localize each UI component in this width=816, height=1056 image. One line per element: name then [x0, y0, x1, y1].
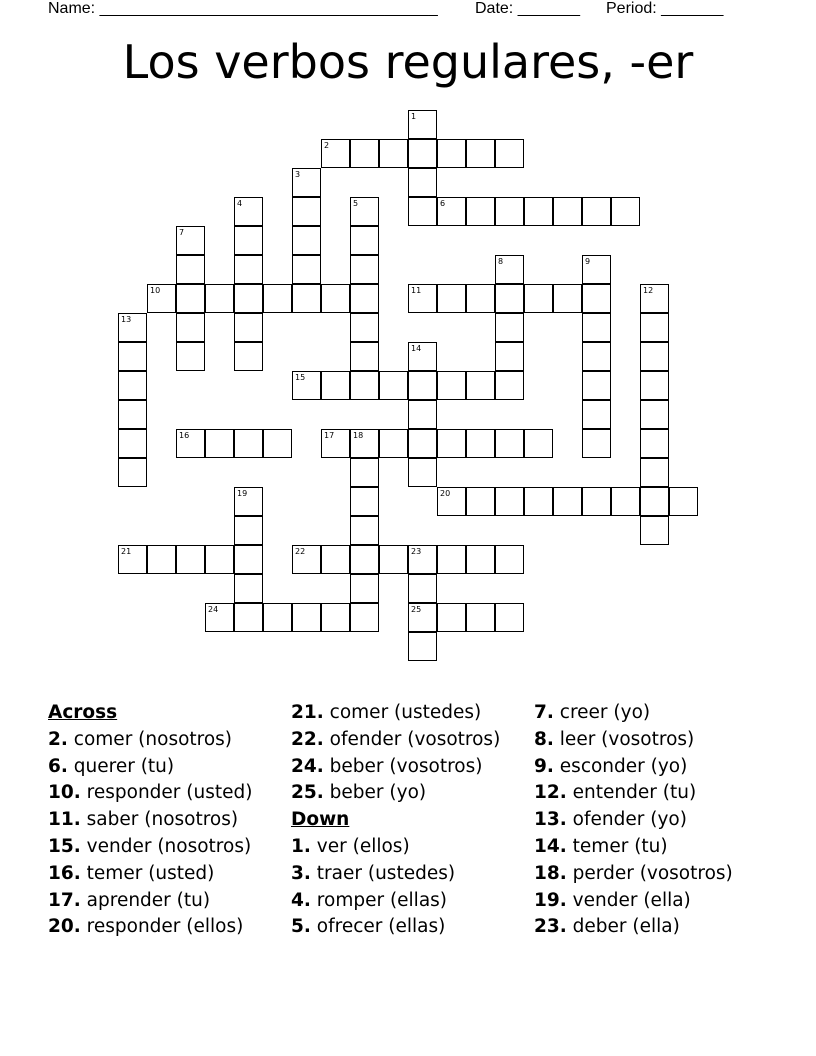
clue-number-label: 9.: [534, 755, 554, 777]
grid-cell[interactable]: [263, 284, 292, 313]
clue-number-label: 25.: [291, 782, 324, 804]
grid-cell[interactable]: [321, 429, 350, 458]
grid-cell[interactable]: [234, 197, 263, 226]
clue-number-label: 20.: [48, 916, 81, 938]
grid-cell[interactable]: [408, 603, 437, 632]
grid-cell[interactable]: [176, 545, 205, 574]
clue-number-label: 7.: [534, 702, 554, 723]
clue-text: romper (ellas): [316, 889, 448, 911]
clue-number-label: 18.: [534, 862, 567, 884]
clue-number-label: 14.: [534, 835, 567, 857]
grid-cell[interactable]: [379, 429, 408, 458]
grid-cell[interactable]: [640, 313, 669, 342]
clue-number: 8: [498, 257, 504, 266]
clue-column-3: [534, 700, 733, 941]
grid-cell[interactable]: [524, 197, 553, 226]
grid-cell[interactable]: [176, 342, 205, 371]
grid-cell[interactable]: [234, 429, 263, 458]
grid-cell[interactable]: [350, 255, 379, 284]
clue-number-label: 21.: [291, 702, 324, 723]
clue-text: beber (yo): [329, 782, 427, 804]
grid-cell[interactable]: [408, 371, 437, 400]
clue-text: querer (tu): [73, 755, 175, 777]
grid-cell[interactable]: [640, 371, 669, 400]
clue-number: 12: [643, 286, 654, 295]
grid-cell[interactable]: [234, 313, 263, 342]
grid-cell[interactable]: [524, 429, 553, 458]
grid-cell[interactable]: [350, 284, 379, 313]
grid-cell[interactable]: [437, 284, 466, 313]
grid-cell[interactable]: [176, 284, 205, 313]
grid-cell[interactable]: [408, 342, 437, 371]
clue-item: [48, 888, 252, 915]
grid-cell[interactable]: [234, 487, 263, 516]
clue-text: temer (tu): [572, 835, 668, 857]
clue-text: traer (ustedes): [316, 862, 456, 884]
grid-cell[interactable]: [466, 197, 495, 226]
clue-number: 18: [353, 431, 364, 440]
clue-text: temer (usted): [86, 862, 215, 884]
clue-text: comer (nosotros): [73, 728, 233, 750]
clue-number: 20: [440, 489, 451, 498]
grid-cell[interactable]: [524, 284, 553, 313]
grid-cell[interactable]: [495, 487, 524, 516]
grid-cell[interactable]: [350, 574, 379, 603]
clue-item: [291, 914, 500, 941]
clue-number-label: 13.: [534, 809, 567, 831]
grid-cell[interactable]: [408, 400, 437, 429]
clue-number-label: 11.: [48, 809, 81, 831]
clue-number-label: 23.: [534, 916, 567, 938]
grid-cell[interactable]: [147, 545, 176, 574]
grid-cell[interactable]: [495, 342, 524, 371]
clue-number: 6: [440, 199, 446, 208]
grid-cell[interactable]: [408, 139, 437, 168]
clue-item: [534, 727, 733, 754]
grid-cell[interactable]: [379, 139, 408, 168]
clue-text: creer (yo): [559, 702, 651, 723]
clue-number: 7: [179, 228, 185, 237]
grid-cell[interactable]: [640, 516, 669, 545]
clue-text: ver (ellos): [316, 835, 410, 857]
clue-text: responder (ellos): [86, 916, 244, 938]
clue-item: [291, 700, 500, 727]
grid-cell[interactable]: [437, 197, 466, 226]
grid-cell[interactable]: [350, 342, 379, 371]
grid-cell[interactable]: [118, 313, 147, 342]
clue-number-label: 2.: [48, 728, 68, 750]
clue-item: [534, 754, 733, 781]
clue-item: [534, 700, 733, 727]
clue-number: 9: [585, 257, 591, 266]
grid-cell[interactable]: [205, 545, 234, 574]
clue-item: [48, 780, 252, 807]
grid-cell[interactable]: [466, 603, 495, 632]
clue-column-2: [291, 700, 500, 941]
clue-item: [534, 807, 733, 834]
clue-item: [291, 861, 500, 888]
grid-cell[interactable]: [118, 371, 147, 400]
grid-cell[interactable]: [611, 487, 640, 516]
grid-cell[interactable]: [553, 487, 582, 516]
grid-cell[interactable]: [234, 226, 263, 255]
grid-cell[interactable]: [292, 197, 321, 226]
grid-cell[interactable]: [292, 603, 321, 632]
grid-cell[interactable]: [466, 429, 495, 458]
grid-cell[interactable]: [408, 458, 437, 487]
grid-cell[interactable]: [350, 197, 379, 226]
grid-cell[interactable]: [466, 139, 495, 168]
grid-cell[interactable]: [205, 603, 234, 632]
grid-cell[interactable]: [437, 545, 466, 574]
grid-cell[interactable]: [466, 545, 495, 574]
grid-cell[interactable]: [495, 371, 524, 400]
clue-item: [48, 754, 252, 781]
grid-cell[interactable]: [292, 545, 321, 574]
grid-cell[interactable]: [437, 139, 466, 168]
clue-text: beber (vosotros): [329, 755, 483, 777]
clue-number: 19: [237, 489, 248, 498]
grid-cell[interactable]: [234, 284, 263, 313]
grid-cell[interactable]: [495, 139, 524, 168]
grid-cell[interactable]: [176, 313, 205, 342]
grid-cell[interactable]: [379, 545, 408, 574]
clue-number: 24: [208, 605, 219, 614]
clue-number: 5: [353, 199, 359, 208]
grid-cell[interactable]: [524, 487, 553, 516]
clue-text: ofender (yo): [572, 809, 687, 831]
grid-cell[interactable]: [640, 458, 669, 487]
grid-cell[interactable]: [582, 371, 611, 400]
grid-cell[interactable]: [495, 197, 524, 226]
clue-item: [48, 914, 252, 941]
clue-number: 10: [150, 286, 161, 295]
grid-cell[interactable]: [234, 342, 263, 371]
grid-cell[interactable]: [495, 255, 524, 284]
clue-number-label: 4.: [291, 889, 311, 911]
grid-cell[interactable]: [321, 284, 350, 313]
grid-cell[interactable]: [640, 342, 669, 371]
grid-cell[interactable]: [321, 371, 350, 400]
clue-item: [291, 727, 500, 754]
grid-cell[interactable]: [118, 429, 147, 458]
clue-text: responder (usted): [86, 782, 253, 804]
grid-cell[interactable]: [408, 110, 437, 139]
grid-cell[interactable]: [466, 284, 495, 313]
clue-item: [534, 834, 733, 861]
clue-number: 2: [324, 141, 330, 150]
clue-item: [291, 888, 500, 915]
clue-number: 23: [411, 547, 422, 556]
grid-cell[interactable]: [495, 429, 524, 458]
clue-number: 21: [121, 547, 132, 556]
grid-cell[interactable]: [176, 226, 205, 255]
grid-cell[interactable]: [292, 226, 321, 255]
grid-cell[interactable]: [205, 284, 234, 313]
grid-cell[interactable]: [234, 603, 263, 632]
grid-cell[interactable]: [350, 429, 379, 458]
clue-number-label: 3.: [291, 862, 311, 884]
clue-item: [534, 888, 733, 915]
grid-cell[interactable]: [408, 168, 437, 197]
grid-cell[interactable]: [640, 284, 669, 313]
clue-number-label: 5.: [291, 916, 311, 938]
grid-cell[interactable]: [582, 313, 611, 342]
clue-text: perder (vosotros): [572, 862, 733, 884]
clue-number-label: 12.: [534, 782, 567, 804]
grid-cell[interactable]: [640, 429, 669, 458]
grid-cell[interactable]: [582, 400, 611, 429]
clue-number-label: 10.: [48, 782, 81, 804]
grid-cell[interactable]: [553, 284, 582, 313]
grid-cell[interactable]: [118, 400, 147, 429]
grid-cell[interactable]: [582, 342, 611, 371]
clue-text: saber (nosotros): [86, 809, 239, 831]
grid-cell[interactable]: [669, 487, 698, 516]
grid-cell[interactable]: [234, 255, 263, 284]
clue-number: 4: [237, 199, 243, 208]
grid-cell[interactable]: [350, 139, 379, 168]
grid-cell[interactable]: [321, 603, 350, 632]
clue-text: entender (tu): [572, 782, 697, 804]
grid-cell[interactable]: [263, 429, 292, 458]
grid-cell[interactable]: [408, 574, 437, 603]
clue-item: [48, 807, 252, 834]
grid-cell[interactable]: [582, 429, 611, 458]
clue-item: [291, 754, 500, 781]
grid-cell[interactable]: [205, 429, 234, 458]
clue-section-heading: Down: [291, 809, 350, 831]
clue-number-label: 8.: [534, 728, 554, 750]
grid-cell[interactable]: [582, 255, 611, 284]
grid-cell[interactable]: [263, 603, 292, 632]
clue-number-label: 17.: [48, 889, 81, 911]
grid-cell[interactable]: [495, 313, 524, 342]
clue-number-label: 24.: [291, 755, 324, 777]
clue-number: 11: [411, 286, 422, 295]
clue-number: 16: [179, 431, 190, 440]
grid-cell[interactable]: [350, 516, 379, 545]
clue-item: [291, 834, 500, 861]
clue-text: ofender (vosotros): [329, 728, 501, 750]
grid-cell[interactable]: [408, 197, 437, 226]
grid-cell[interactable]: [321, 139, 350, 168]
clue-text: vender (ella): [572, 889, 691, 911]
clue-item: [291, 780, 500, 807]
clue-number-label: 16.: [48, 862, 81, 884]
clue-number: 13: [121, 315, 132, 324]
clue-item: [534, 861, 733, 888]
grid-cell[interactable]: [466, 487, 495, 516]
grid-cell[interactable]: [437, 371, 466, 400]
clue-number: 22: [295, 547, 306, 556]
grid-cell[interactable]: [466, 371, 495, 400]
grid-cell[interactable]: [582, 487, 611, 516]
clue-item: [534, 780, 733, 807]
clue-number: 3: [295, 170, 301, 179]
grid-cell[interactable]: [408, 545, 437, 574]
clue-number-label: 15.: [48, 835, 81, 857]
grid-cell[interactable]: [437, 603, 466, 632]
grid-cell[interactable]: [611, 197, 640, 226]
grid-cell[interactable]: [582, 284, 611, 313]
clue-number-label: 19.: [534, 889, 567, 911]
clue-number-label: 1.: [291, 835, 311, 857]
clue-text: aprender (tu): [86, 889, 211, 911]
grid-cell[interactable]: [292, 255, 321, 284]
grid-cell[interactable]: [582, 197, 611, 226]
grid-cell[interactable]: [234, 574, 263, 603]
grid-cell[interactable]: [234, 545, 263, 574]
grid-cell[interactable]: [495, 545, 524, 574]
page-title: Los verbos regulares, -er: [122, 35, 694, 89]
grid-cell[interactable]: [495, 603, 524, 632]
clue-item: [48, 861, 252, 888]
grid-cell[interactable]: [437, 429, 466, 458]
grid-cell[interactable]: [408, 632, 437, 661]
clue-number: 14: [411, 344, 422, 353]
clue-text: ofrecer (ellas): [316, 916, 446, 938]
clue-number-label: 6.: [48, 755, 68, 777]
clue-item: [48, 727, 252, 754]
clue-text: esconder (yo): [559, 755, 688, 777]
clue-text: vender (nosotros): [86, 835, 252, 857]
grid-cell[interactable]: [408, 284, 437, 313]
clue-number-label: 22.: [291, 728, 324, 750]
grid-cell[interactable]: [118, 342, 147, 371]
clue-column-1: [48, 700, 252, 941]
grid-cell[interactable]: [350, 226, 379, 255]
grid-cell[interactable]: [495, 284, 524, 313]
grid-cell[interactable]: [176, 255, 205, 284]
clue-number: 25: [411, 605, 422, 614]
clue-text: deber (ella): [572, 916, 680, 938]
clue-number: 17: [324, 431, 335, 440]
date-field: Date: _______: [475, 0, 580, 17]
grid-cell[interactable]: [118, 458, 147, 487]
clue-item: [534, 914, 733, 941]
clue-text: leer (vosotros): [559, 728, 695, 750]
grid-cell[interactable]: [350, 313, 379, 342]
grid-cell[interactable]: [292, 168, 321, 197]
grid-cell[interactable]: [350, 545, 379, 574]
name-field: Name: ______________________________________: [48, 0, 438, 17]
grid-cell[interactable]: [408, 429, 437, 458]
grid-cell[interactable]: [553, 197, 582, 226]
grid-cell[interactable]: [379, 371, 408, 400]
clue-item: [48, 834, 252, 861]
grid-cell[interactable]: [640, 400, 669, 429]
grid-cell[interactable]: [321, 545, 350, 574]
clue-number: 15: [295, 373, 306, 382]
grid-cell[interactable]: [118, 545, 147, 574]
grid-cell[interactable]: [437, 487, 466, 516]
grid-cell[interactable]: [350, 458, 379, 487]
grid-cell[interactable]: [176, 429, 205, 458]
grid-cell[interactable]: [147, 284, 176, 313]
grid-cell[interactable]: [292, 371, 321, 400]
clue-section-heading: Across: [48, 702, 118, 723]
grid-cell[interactable]: [350, 487, 379, 516]
grid-cell[interactable]: [292, 284, 321, 313]
grid-cell[interactable]: [640, 487, 669, 516]
clue-text: comer (ustedes): [329, 702, 482, 723]
grid-cell[interactable]: [350, 371, 379, 400]
grid-cell[interactable]: [350, 603, 379, 632]
clue-number: 1: [411, 112, 417, 121]
grid-cell[interactable]: [234, 516, 263, 545]
period-field: Period: _______: [606, 0, 724, 17]
